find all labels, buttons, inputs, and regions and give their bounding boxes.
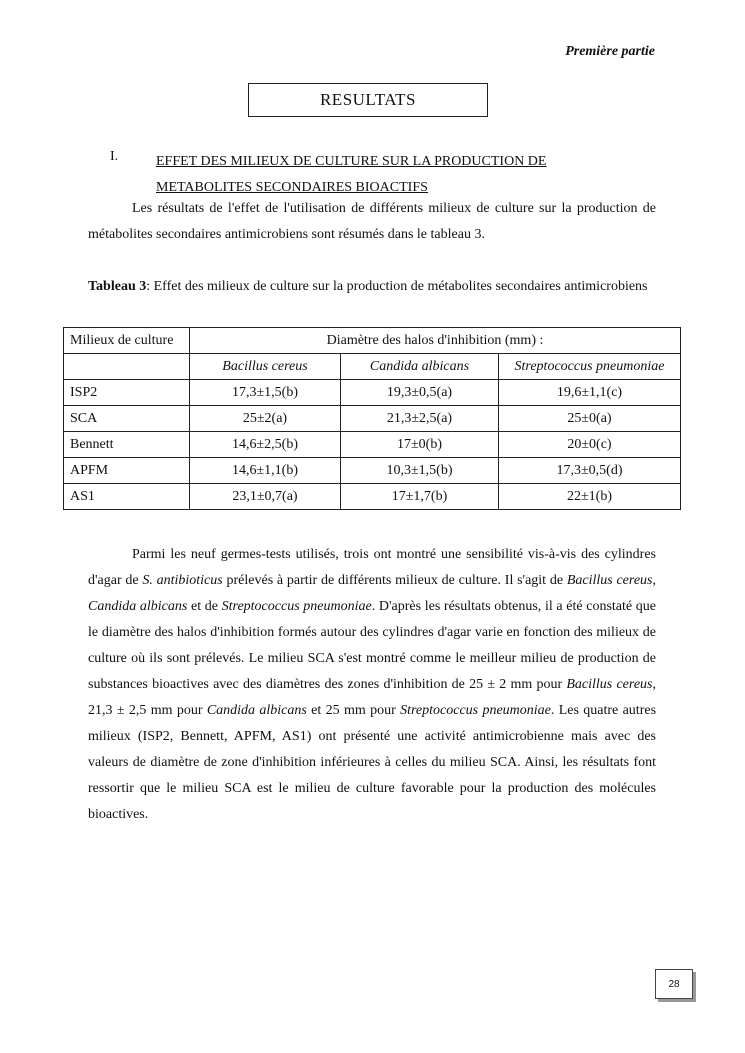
species-name: Bacillus cereus [566, 677, 653, 692]
empty-header-cell [64, 354, 190, 380]
text-run: prélevés à partir de différents milieux de culture. Il s'agit de [222, 573, 567, 588]
column-header: Candida albicans [341, 354, 499, 380]
text-run: . Les quatre autres milieux (ISP2, Bennett, APFM, AS1) ont présenté une activité antimicrobienne mais avec des valeurs de diamètre de zone d'inhibition inférieures à celles du milieu SCA. Ainsi, les résultats font ressortir que le milieu SCA est le milieu de culture favorable pour la production des molécules bioactives. [88, 703, 657, 822]
text-run: et de [187, 599, 222, 614]
species-header-row [64, 354, 681, 380]
species-name: S. antibioticus [142, 573, 223, 588]
group-header-cell: Diamètre des halos d'inhibition (mm) : [190, 328, 681, 354]
table-row [64, 406, 681, 432]
species-name: Streptococcus pneumoniae [400, 703, 551, 718]
table-caption-text: : Effet des milieux de culture sur la production de métabolites secondaires antimicrobiens [146, 279, 648, 294]
running-header: Première partie [565, 44, 655, 59]
medium-cell: APFM [64, 458, 190, 484]
value-cell: 22±1(b) [499, 484, 681, 510]
value-cell: 17±0(b) [341, 432, 499, 458]
text-run: , 21,3 ± 2,5 mm pour [88, 677, 656, 718]
value-cell: 21,3±2,5(a) [341, 406, 499, 432]
species-name: Bacillus cereus [566, 573, 653, 588]
table-row [64, 432, 681, 458]
value-cell: 14,6±1,1(b) [190, 458, 341, 484]
section-title: EFFET DES MILIEUX DE CULTURE SUR LA PRODUCTION DE METABOLITES SECONDAIRES BIOACTIFS [156, 154, 547, 195]
page-title: RESULTATS [248, 83, 488, 117]
value-cell: 19,6±1,1(c) [499, 380, 681, 406]
intro-paragraph: Les résultats de l'effet de l'utilisation de différents milieux de culture sur la production de métabolites secondaires antimicrobiens sont résumés dans le tableau 3. [88, 201, 656, 242]
table-caption [88, 274, 656, 300]
value-cell: 25±2(a) [190, 406, 341, 432]
table-row [64, 458, 681, 484]
value-cell: 23,1±0,7(a) [190, 484, 341, 510]
value-cell: 17,3±0,5(d) [499, 458, 681, 484]
value-cell: 17,3±1,5(b) [190, 380, 341, 406]
section-number: I. [110, 149, 119, 164]
results-table [63, 327, 681, 510]
table-caption-label: Tableau 3 [88, 279, 147, 294]
medium-cell: Bennett [64, 432, 190, 458]
value-cell: 25±0(a) [499, 406, 681, 432]
text-run: , [652, 573, 656, 588]
table-row [64, 484, 681, 510]
column-header: Streptococcus pneumoniae [499, 354, 681, 380]
table-row [64, 380, 681, 406]
species-name: Candida albicans [206, 703, 307, 718]
medium-cell: ISP2 [64, 380, 190, 406]
value-cell: 20±0(c) [499, 432, 681, 458]
species-name: Streptococcus pneumoniae [221, 599, 372, 614]
value-cell: 14,6±2,5(b) [190, 432, 341, 458]
value-cell: 10,3±1,5(b) [341, 458, 499, 484]
discussion-paragraph [88, 542, 656, 828]
column-header: Bacillus cereus [190, 354, 341, 380]
page-number: 28 [655, 969, 693, 999]
species-name: Candida albicans [88, 599, 188, 614]
text-run: . D'après les résultats obtenus, il a été constaté que le diamètre des halos d'inhibition formés autour des cylindres d'agar varie en fonction des milieux de culture où ils sont prélevés. Le milieu SCA s'est montré comme le meilleur milieu de production de substances bioactives avec des diamètres des zones d'inhibition de 25 ± 2 mm pour [88, 599, 656, 692]
table-header-row [64, 328, 681, 354]
value-cell: 19,3±0,5(a) [341, 380, 499, 406]
row-header-cell: Milieux de culture [64, 328, 190, 354]
medium-cell: AS1 [64, 484, 190, 510]
text-run: Parmi les neuf germes-tests utilisés, trois ont montré une sensibilité vis-à-vis des cylindres d'agar de [88, 547, 656, 588]
value-cell: 17±1,7(b) [341, 484, 499, 510]
text-run: et 25 mm pour [306, 703, 401, 718]
medium-cell: SCA [64, 406, 190, 432]
